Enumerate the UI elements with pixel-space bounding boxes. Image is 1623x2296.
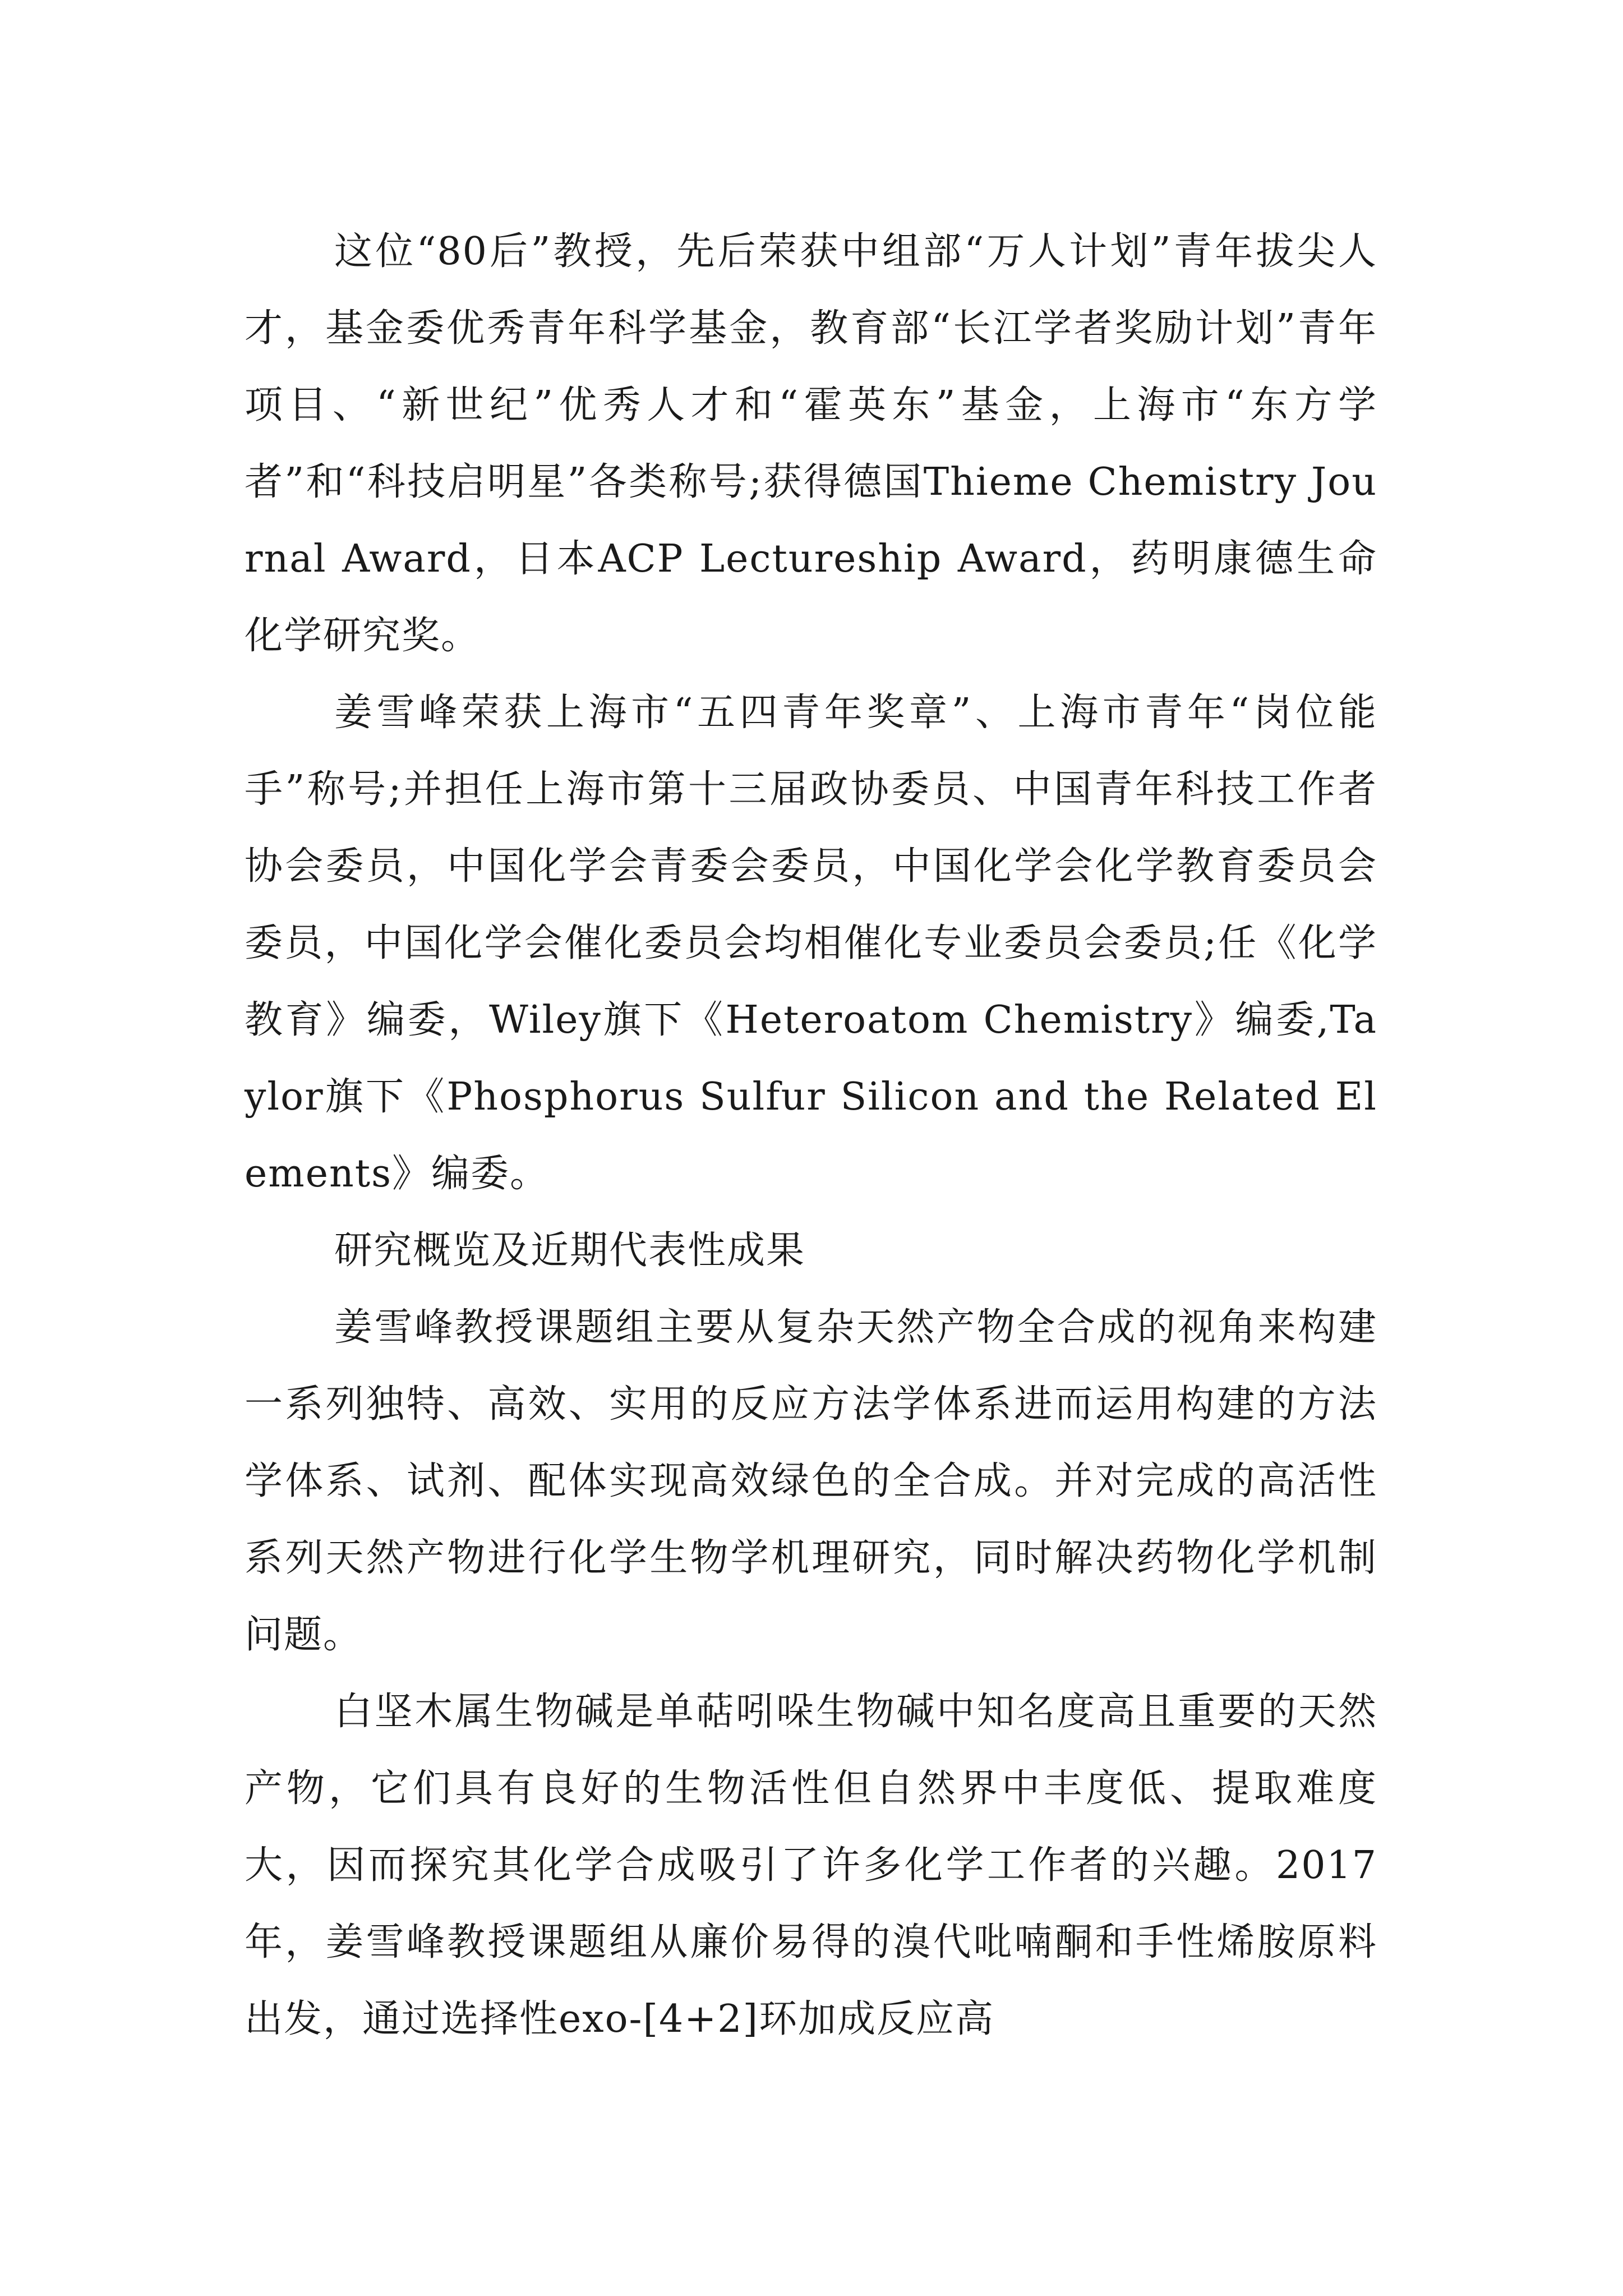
section-heading: 研究概览及近期代表性成果	[334, 1228, 806, 1273]
paragraph-positions: 姜雪峰荣获上海市“五四青年奖章”、上海市青年“岗位能手”称号;并担任上海市第十三届政协委员、中国青年科技工作者协会委员，中国化学会青委会委员，中国化学会化学教育委员会委员，中国化学会催化委员会均相催化专业委员会委员;任《化学教育》编委，Wiley旗下《Heteroatom Chemistry》编委,Taylor旗下《Phosphorus Sulfur Silicon and the Related Elements》编委。	[245, 691, 1377, 1196]
paragraph-awards: 这位“80后”教授，先后荣获中组部“万人计划”青年拔尖人才，基金委优秀青年科学基金，教育部“长江学者奖励计划”青年项目、“新世纪”优秀人才和“霍英东”基金，上海市“东方学者”和“科技启明星”各类称号;获得德国Thieme Chemistry Journal Award，日本ACP Lectureship Award，药明康德生命化学研究奖。	[245, 229, 1377, 658]
document-body	[245, 213, 1377, 2058]
paragraph-research-overview: 姜雪峰教授课题组主要从复杂天然产物全合成的视角来构建一系列独特、高效、实用的反应方法学体系进而运用构建的方法学体系、试剂、配体实现高效绿色的全合成。并对完成的高活性系列天然产物进行化学生物学机理研究，同时解决药物化学机制问题。	[245, 1305, 1377, 1657]
paragraph-alkaloids: 白坚木属生物碱是单萜吲哚生物碱中知名度高且重要的天然产物，它们具有良好的生物活性但自然界中丰度低、提取难度大，因而探究其化学合成吸引了许多化学工作者的兴趣。2017年，姜雪峰教授课题组从廉价易得的溴代吡喃酮和手性烯胺原料出发，通过选择性exo-[4+2]环加成反应高	[245, 1690, 1377, 2041]
